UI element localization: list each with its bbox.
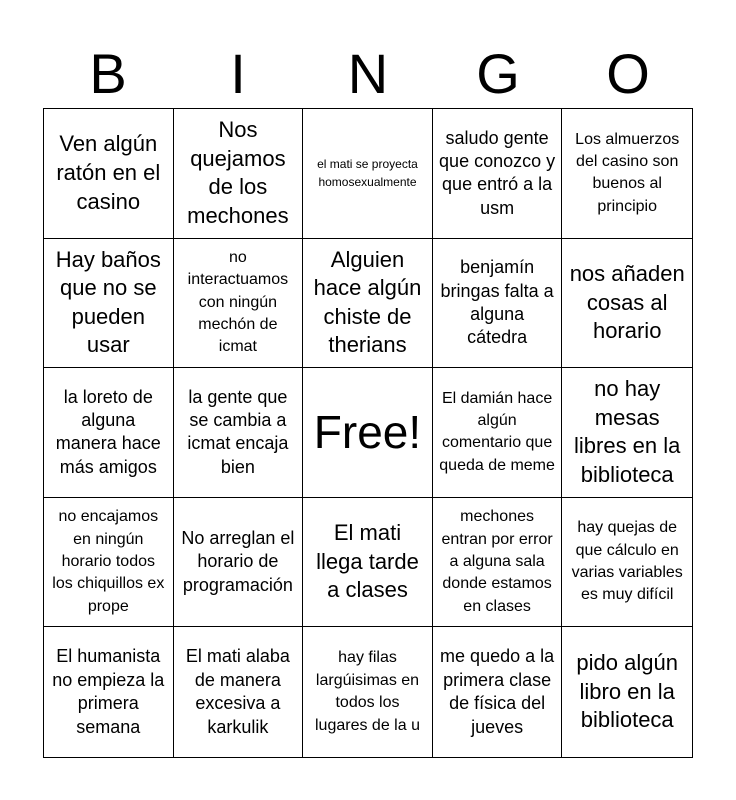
- cell-text: no hay mesas libres en la biblioteca: [574, 376, 681, 488]
- bingo-header: [43, 40, 693, 108]
- cell-text: pido algún libro en la biblioteca: [576, 650, 678, 733]
- cell-text: Los almuerzos del casino son buenos al principio: [575, 130, 680, 215]
- cell-text: benjamín bringas falta a alguna cátedra: [440, 257, 554, 348]
- header-letter-o: O: [606, 42, 650, 105]
- bingo-cell-r1c3[interactable]: [303, 109, 433, 239]
- bingo-cell-r5c3[interactable]: [303, 627, 433, 757]
- bingo-cell-r2c5[interactable]: [562, 239, 692, 369]
- header-letter-n: N: [347, 42, 389, 105]
- cell-text: El mati llega tarde a clases: [316, 520, 419, 603]
- header-letter-i: I: [230, 42, 246, 105]
- cell-text: mechones entran por error a alguna sala donde estamos en clases: [441, 508, 553, 615]
- cell-text: El humanista no empieza la primera semana: [52, 646, 165, 737]
- bingo-cell-r1c2[interactable]: [174, 109, 304, 239]
- cell-text: No arreglan el horario de programación: [181, 528, 295, 595]
- cell-text: el mati se proyecta homosexualmente: [317, 157, 418, 190]
- bingo-board: [43, 108, 693, 758]
- bingo-cell-r3c1[interactable]: [44, 368, 174, 498]
- cell-text: El mati alaba de manera excesiva a karkulik: [185, 646, 290, 737]
- cell-text: no interactuamos con ningún mechón de icmat: [187, 248, 289, 356]
- cell-text: nos añaden cosas al horario: [569, 261, 685, 344]
- cell-text: hay filas largúisimas en todos los lugares de la u: [315, 649, 420, 734]
- bingo-cell-r4c1[interactable]: [44, 498, 174, 628]
- bingo-cell-r1c4[interactable]: [433, 109, 563, 239]
- cell-text: no encajamos en ningún horario todos los chiquillos ex prope: [52, 508, 165, 615]
- free-space-label: Free!: [313, 405, 422, 458]
- cell-text: hay quejas de que cálculo en varias variables es muy difícil: [571, 519, 683, 604]
- bingo-cell-r5c4[interactable]: [433, 627, 563, 757]
- bingo-cell-r2c3[interactable]: [303, 239, 433, 369]
- bingo-cell-r4c3[interactable]: [303, 498, 433, 628]
- cell-text: la gente que se cambia a icmat encaja bien: [187, 386, 289, 477]
- bingo-cell-r2c2[interactable]: [174, 239, 304, 369]
- cell-text: la loreto de alguna manera hace más amigos: [55, 386, 161, 477]
- bingo-cell-r1c1[interactable]: [44, 109, 174, 239]
- cell-text: me quedo a la primera clase de física del jueves: [440, 646, 555, 737]
- header-letter-g: G: [476, 42, 520, 105]
- bingo-cell-r4c2[interactable]: [174, 498, 304, 628]
- bingo-cell-r5c1[interactable]: [44, 627, 174, 757]
- header-letter-b: B: [89, 42, 127, 105]
- bingo-cell-r1c5[interactable]: [562, 109, 692, 239]
- bingo-cell-r5c5[interactable]: [562, 627, 692, 757]
- cell-text: saludo gente que conozco y que entró a la usm: [439, 127, 556, 218]
- bingo-cell-r2c4[interactable]: [433, 239, 563, 369]
- bingo-cell-r2c1[interactable]: [44, 239, 174, 369]
- cell-text: Ven algún ratón en el casino: [56, 131, 161, 214]
- bingo-cell-r3c5[interactable]: [562, 368, 692, 498]
- bingo-cell-r5c2[interactable]: [174, 627, 304, 757]
- bingo-cell-r3c4[interactable]: [433, 368, 563, 498]
- cell-text: El damián hace algún comentario que queda de meme: [439, 389, 555, 474]
- cell-text: Alguien hace algún chiste de therians: [313, 246, 422, 358]
- cell-text: Nos quejamos de los mechones: [187, 117, 289, 228]
- cell-text: Hay baños que no se pueden usar: [55, 246, 161, 358]
- bingo-cell-r4c5[interactable]: [562, 498, 692, 628]
- free-space[interactable]: [303, 368, 433, 498]
- bingo-cell-r3c2[interactable]: [174, 368, 304, 498]
- bingo-cell-r4c4[interactable]: [433, 498, 563, 628]
